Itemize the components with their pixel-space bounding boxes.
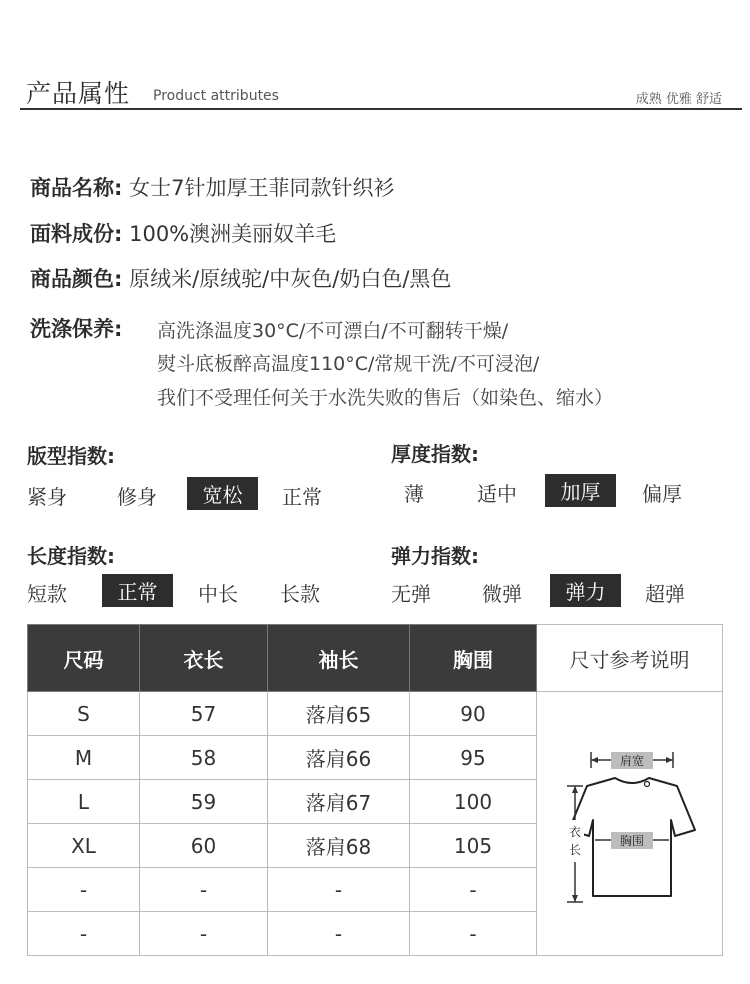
thickness-option-selected: 加厚: [545, 474, 616, 507]
fit-option: 修身: [117, 485, 157, 509]
header-sleeve: 袖长: [268, 625, 410, 692]
cell-chest: 95: [410, 736, 537, 780]
cell-size: XL: [28, 824, 140, 868]
length-measure: [566, 786, 584, 902]
cell-size: M: [28, 736, 140, 780]
attr-value: 100%澳洲美丽奴羊毛: [129, 222, 337, 246]
cell-chest: 105: [410, 824, 537, 868]
fit-index-title: 版型指数:: [27, 444, 115, 468]
page-title: 产品属性: [26, 79, 131, 108]
length-index-title: 长度指数:: [27, 544, 115, 568]
attr-label: 商品名称:: [30, 176, 123, 200]
care-line-2: 熨斗底板醉高温度110°C/常规干洗/不可浸泡/: [157, 353, 540, 375]
cell-length: -: [140, 868, 268, 912]
header-tags: 成熟 优雅 舒适: [635, 92, 722, 107]
table-row: [28, 692, 723, 736]
length-label-1: 衣: [568, 825, 581, 839]
attr-value: 女士7针加厚王菲同款针织衫: [129, 176, 395, 200]
header-divider: [20, 108, 742, 110]
attr-fabric: [30, 218, 336, 248]
length-option: 中长: [198, 582, 238, 606]
length-option: 长款: [280, 582, 320, 606]
thickness-index-title: 厚度指数:: [391, 442, 479, 466]
size-diagram-cell: [537, 692, 723, 956]
cell-length: 60: [140, 824, 268, 868]
cell-chest: 90: [410, 692, 537, 736]
elasticity-option-selected: 弹力: [550, 574, 621, 607]
page-subtitle: Product attributes: [153, 88, 279, 104]
attr-value: 原绒米/原绒驼/中灰色/奶白色/黑色: [129, 267, 452, 291]
attr-care: [30, 313, 122, 343]
elasticity-option: 超弹: [645, 582, 685, 606]
attr-label: 商品颜色:: [30, 267, 123, 291]
attr-product-name: [30, 172, 394, 202]
header-size: 尺码: [28, 625, 140, 692]
care-line-1: 高洗涤温度30°C/不可漂白/不可翻转干燥/: [157, 320, 509, 342]
chest-measure: [595, 832, 669, 849]
attr-label: 面料成份:: [30, 222, 123, 246]
size-table: [27, 624, 723, 956]
header-length: 衣长: [140, 625, 268, 692]
tshirt-diagram: [555, 726, 705, 916]
cell-sleeve: 落肩65: [268, 692, 410, 736]
cell-length: -: [140, 912, 268, 956]
fit-option-selected: 宽松: [187, 477, 258, 510]
shoulder-measure: [591, 752, 673, 769]
header-chest: 胸围: [410, 625, 537, 692]
care-line-3: 我们不受理任何关于水洗失败的售后（如染色、缩水）: [157, 387, 614, 409]
cell-chest: 100: [410, 780, 537, 824]
header-size-reference: 尺寸参考说明: [537, 625, 723, 692]
length-option: 短款: [27, 582, 67, 606]
cell-size: S: [28, 692, 140, 736]
elasticity-option: 无弹: [391, 582, 431, 606]
fit-option: 紧身: [27, 485, 67, 509]
chest-label: 胸围: [619, 834, 644, 848]
cell-sleeve: -: [268, 912, 410, 956]
shoulder-label: 肩宽: [619, 754, 644, 768]
cell-chest: -: [410, 868, 537, 912]
cell-sleeve: 落肩67: [268, 780, 410, 824]
cell-length: 57: [140, 692, 268, 736]
cell-size: -: [28, 912, 140, 956]
elasticity-option: 微弹: [482, 582, 522, 606]
fit-option: 正常: [282, 485, 322, 509]
elasticity-index-title: 弹力指数:: [391, 544, 479, 568]
thickness-option: 偏厚: [642, 482, 682, 506]
cell-length: 58: [140, 736, 268, 780]
attr-colors: [30, 263, 451, 293]
cell-chest: -: [410, 912, 537, 956]
size-table-header: [28, 625, 723, 692]
length-option-selected: 正常: [102, 574, 173, 607]
cell-sleeve: -: [268, 868, 410, 912]
attr-label: 洗涤保养:: [30, 317, 123, 341]
length-label-2: 长: [568, 843, 581, 857]
thickness-option: 适中: [477, 482, 517, 506]
cell-length: 59: [140, 780, 268, 824]
cell-sleeve: 落肩66: [268, 736, 410, 780]
thickness-option: 薄: [404, 482, 424, 506]
cell-size: L: [28, 780, 140, 824]
cell-size: -: [28, 868, 140, 912]
cell-sleeve: 落肩68: [268, 824, 410, 868]
